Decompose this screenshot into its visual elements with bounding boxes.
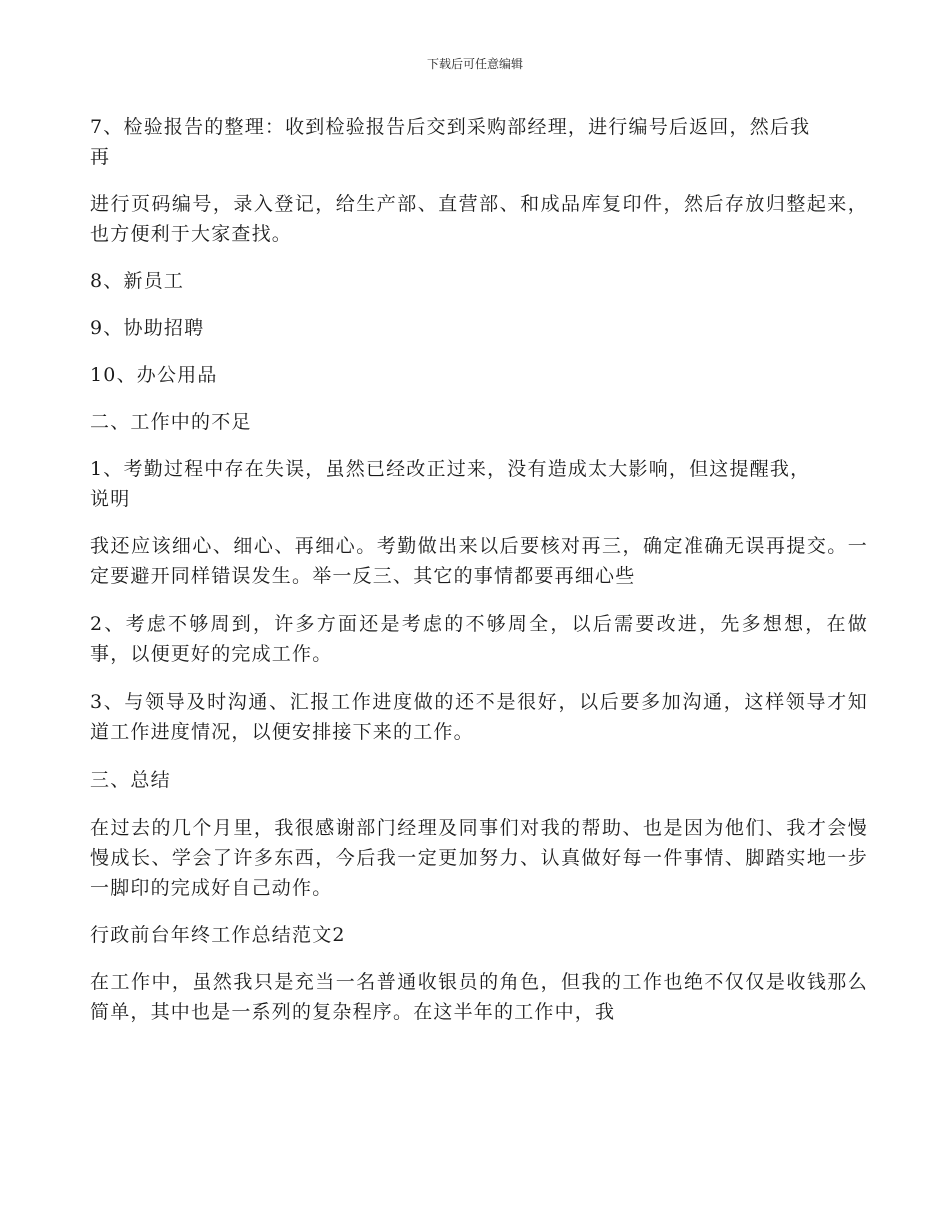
paragraph-shortcoming-3: 3、与领导及时沟通、汇报工作进度做的还不是很好，以后要多加沟通，这样领导才知道工作进度情况，以便安排接下来的工作。	[90, 691, 868, 743]
paragraph-item-10: 10、办公用品	[90, 364, 218, 386]
paragraph-item-7-continued: 进行页码编号，录入登记，给生产部、直营部、和成品库复印件，然后存放归整起来，也方便利于大家查找。	[90, 193, 868, 245]
paragraph-item-9: 9、协助招聘	[90, 317, 205, 339]
paragraph-shortcoming-2: 2、考虑不够周到，许多方面还是考虑的不够周全，以后需要改进，先多想想，在做事，以便更好的完成工作。	[90, 613, 868, 665]
paragraph-item-7: 7、检验报告的整理：收到检验报告后交到采购部经理，进行编号后返回，然后我 再	[90, 116, 811, 168]
article-title-2: 行政前台年终工作总结范文2	[90, 924, 346, 946]
section-heading-shortcomings: 二、工作中的不足	[90, 411, 252, 433]
paragraph-article-2-intro: 在工作中，虽然我只是充当一名普通收银员的角色，但我的工作也绝不仅仅是收钱那么简单，其中也是一系列的复杂程序。在这半年的工作中，我	[90, 971, 868, 1023]
paragraph-summary: 在过去的几个月里，我很感谢部门经理及同事们对我的帮助、也是因为他们、我才会慢慢成长、学会了许多东西，今后我一定更加努力、认真做好每一件事情、脚踏实地一步一脚印的完成好自己动作。	[90, 817, 868, 899]
page-header-note: 下载后可任意编辑	[426, 57, 523, 71]
paragraph-shortcoming-1-continued: 我还应该细心、细心、再细心。考勤做出来以后要核对再三，确定准确无误再提交。一定要避开同样错误发生。举一反三、其它的事情都要再细心些	[90, 535, 868, 587]
section-heading-summary: 三、总结	[90, 769, 171, 791]
paragraph-shortcoming-1: 1、考勤过程中存在失误，虽然已经改正过来，没有造成太大影响，但这提醒我， 说明	[90, 458, 811, 510]
paragraph-item-8: 8、新员工	[90, 270, 185, 292]
document-body	[90, 112, 868, 1027]
